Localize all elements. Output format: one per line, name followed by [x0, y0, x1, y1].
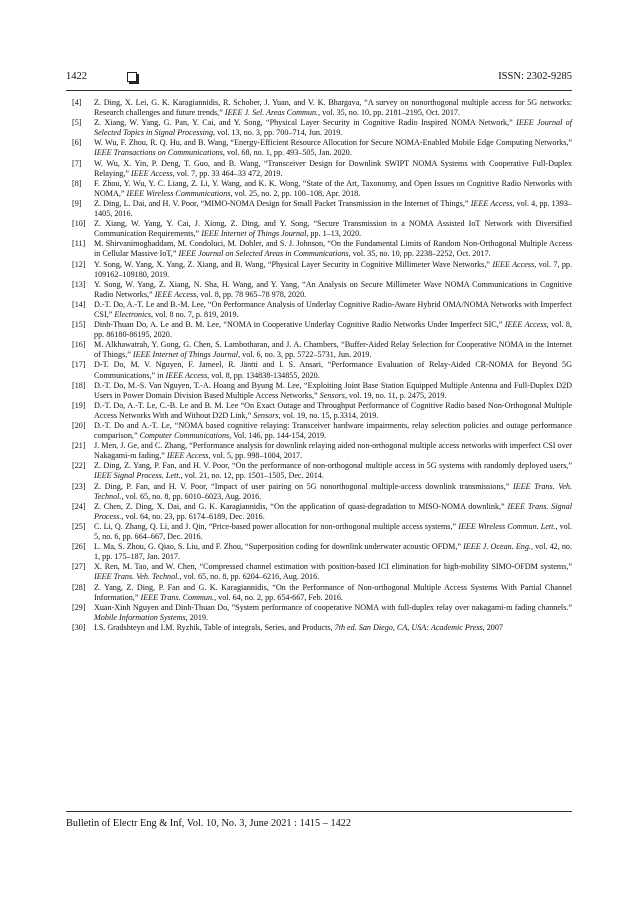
- reference-authors-title: L. Ma, S. Zhou, G. Qiao, S. Liu, and F. Zhou, “Superposition coding for downlink underwater acoustic OFDM,”: [94, 542, 464, 552]
- reference-number: [22]: [72, 461, 86, 471]
- reference-number: [7]: [72, 158, 82, 168]
- reference-item: [66, 461, 572, 481]
- reference-details: , vol. 21, no. 12, pp. 1501–1505, Dec. 2014.: [180, 471, 324, 481]
- reference-authors-title: Dinh-Thuan Do, A. Le and B. M. Lee, “NOMA in Cooperative Underlay Cognitive Radio Networks Under Imperfect SIC,”: [94, 320, 505, 330]
- reference-item: [66, 199, 572, 219]
- issn: ISSN: 2302-9285: [498, 71, 572, 82]
- reference-details: , vol. 35, no. 10, pp. 2238–2252, Oct. 2017.: [348, 249, 491, 259]
- reference-authors-title: Z. Xiang, W. Yang, G. Pan, Y. Cai, and Y. Song, “Physical Layer Security in Cognitive Radio Inspired NOMA Network,”: [94, 118, 517, 128]
- reference-details: , vol. 5, pp. 998–1004, 2017.: [208, 451, 303, 461]
- reference-number: [24]: [72, 501, 86, 511]
- reference-venue: IEEE Internet of Things Journal: [201, 229, 307, 239]
- reference-venue: IEEE Access: [154, 289, 197, 299]
- reference-venue: Mobile Information Systems: [94, 612, 186, 622]
- reference-venue: IEEE Journal of Selected Topics in Signal Processing: [94, 118, 572, 138]
- reference-details: , vol. 19, no. 11, p. 2475, 2019.: [344, 390, 447, 400]
- reference-details: , vol. 64, no. 2, pp. 654-667, Feb. 2016.: [214, 592, 343, 602]
- reference-authors-title: M. Shirvanimoghaddam, M. Condoluci, M. Dohler, and S. J. Johnson, “On the Fundamental Limits of Random Non-Orthogonal Multiple Access in Cellular Massive IoT,”: [94, 239, 572, 259]
- reference-item: [66, 542, 572, 562]
- reference-authors-title: F. Zhou, Y. Wu, Y. C. Liang, Z. Li, Y. Wang, and K. K. Wong, “State of the Art, Taxonomy, and Open Issues on Cognitive Radio Networks with NOMA,”: [94, 178, 572, 198]
- reference-number: [27]: [72, 562, 86, 572]
- reference-venue: IEEE Access: [166, 451, 209, 461]
- reference-item: [66, 522, 572, 542]
- reference-details: , vol. 8, pp. 86180-86195, 2020.: [94, 320, 572, 340]
- reference-authors-title: Z. Ding, Z. Yang, P. Fan, and H. V. Poor, “On the performance of non-orthogonal multiple access in 5G systems with randomly deployed users,”: [94, 461, 572, 471]
- reference-authors-title: Xuan-Xinh Nguyen and Dinh-Thuan Do, ”System performance of cooperative NOMA with full-duplex relay over nakagami-m fading channels.”: [94, 602, 572, 612]
- reference-details: , vol. 64, no. 23, pp. 6174–6189, Dec. 2016.: [121, 511, 265, 521]
- reference-item: [66, 623, 572, 633]
- page-number: 1422: [66, 71, 87, 82]
- reference-authors-title: Z. Ding, X. Lei, G. K. Karagiannidis, R. Schober, J. Yuan, and V. K. Bhargava, “A survey on nonorthogonal multiple access for 5G networks: Research challenges and future trends,”: [94, 98, 572, 118]
- page-header: [66, 71, 572, 85]
- reference-venue: IEEE Access: [165, 370, 208, 380]
- reference-venue: IEEE Trans. Commun.: [140, 592, 215, 602]
- reference-item: [66, 219, 572, 239]
- reference-venue: IEEE Wireless Communications: [126, 188, 231, 198]
- reference-number: [19]: [72, 400, 86, 410]
- reference-number: [30]: [72, 622, 86, 632]
- reference-number: [17]: [72, 360, 86, 370]
- reference-authors-title: X. Ren, M. Tao, and W. Chen, “Compressed channel estimation with position-based ICI elimination for high-mobility SIMO-OFDM systems,”: [94, 562, 572, 572]
- reference-details: , vol. 7, pp. 33 464–33 472, 2019.: [172, 168, 283, 178]
- reference-number: [10]: [72, 219, 86, 229]
- reference-details: , vol. 6, no. 3, pp. 5722–5731, Jun. 2019.: [238, 350, 372, 360]
- reference-authors-title: I.S. Gradshteyn and I.M. Ryzhik, Table of integrals, Series, and Products,: [94, 622, 335, 632]
- reference-item: [66, 562, 572, 582]
- reference-authors-title: D.-T. Do and A.-T. Le, “NOMA based cognitive relaying: Transceiver hardware impairments, relay selection policies and outage performance comparison,”: [94, 421, 572, 441]
- reference-number: [18]: [72, 380, 86, 390]
- reference-item: [66, 360, 572, 380]
- reference-venue: Computer Communications: [139, 431, 230, 441]
- reference-details: , vol. 25, no. 2, pp. 100–108, Apr. 2018.: [230, 188, 361, 198]
- reference-item: [66, 401, 572, 421]
- reference-venue: IEEE Journal on Selected Areas in Communications: [178, 249, 349, 259]
- reference-venue: IEEE Transactions on Communications: [94, 148, 223, 158]
- reference-authors-title: M. Alkhawatrah, Y. Gong, G. Chen, S. Lambotharan, and J. A. Chambers, “Buffer-Aided Relay Selection for Cooperative NOMA in the Internet of Things,”: [94, 340, 572, 360]
- reference-venue: IEEE Access: [492, 259, 535, 269]
- reference-venue: IEEE Signal Process. Lett.: [94, 471, 181, 481]
- reference-venue: IEEE Access: [131, 168, 173, 178]
- reference-authors-title: D.-T. Do, A.-T. Le, C.-B. Le and B. M. Lee “On Exact Outage and Throughput Performance of Cognitive Radio based Non-Orthogonal Multiple Access Networks With and Without D2D Link,”: [94, 400, 572, 420]
- reference-number: [26]: [72, 542, 86, 552]
- reference-venue: IEEE J. Sel. Areas Commun.: [224, 108, 319, 118]
- square-icon: [127, 72, 137, 82]
- reference-venue: Electronics: [114, 309, 152, 319]
- reference-item: [66, 179, 572, 199]
- reference-number: [12]: [72, 259, 86, 269]
- reference-details: , 2019.: [185, 612, 208, 622]
- reference-number: [16]: [72, 340, 86, 350]
- reference-item: [66, 381, 572, 401]
- reference-item: [66, 441, 572, 461]
- reference-venue: IEEE Trans. Signal Process.: [94, 501, 572, 521]
- reference-item: [66, 300, 572, 320]
- reference-details: , vol. 5, no. 6, pp. 664–667, Dec. 2016.: [94, 521, 573, 542]
- reference-item: [66, 421, 572, 441]
- reference-number: [29]: [72, 602, 86, 612]
- reference-number: [13]: [72, 279, 86, 289]
- footer-rule: [66, 811, 572, 812]
- reference-number: [5]: [72, 118, 82, 128]
- reference-number: [25]: [72, 521, 86, 531]
- reference-authors-title: W. Wu, X. Yin, P. Deng, T. Guo, and B. Wang, “Transceiver Design for Downlink SWIPT NOMA Systems with Cooperative Full-Duplex Relaying,”: [94, 158, 572, 178]
- reference-authors-title: Z. Ding, L. Dai, and H. V. Poor, “MIMO-NOMA Design for Small Packet Transmission in the Internet of Things,”: [94, 198, 471, 208]
- reference-details: , vol. 4, pp. 1393–1405, 2016.: [94, 198, 572, 219]
- reference-number: [6]: [72, 138, 82, 148]
- reference-details: 2007: [484, 622, 503, 632]
- reference-item: [66, 260, 572, 280]
- reference-venue: IEEE Access: [470, 198, 513, 208]
- reference-venue: IEEE Wireless Commun. Lett.: [458, 521, 556, 531]
- reference-number: [28]: [72, 582, 86, 592]
- reference-item: [66, 583, 572, 603]
- reference-details: , pp. 1–13, 2020.: [306, 229, 362, 239]
- reference-details: , vol. 8, pp. 134838-134855, 2020.: [207, 370, 320, 380]
- reference-authors-title: C. Li, Q. Zhang, Q. Li, and J. Qin, “Price-based power allocation for non-orthogonal multiple access systems,”: [94, 521, 459, 531]
- reference-authors-title: D-T. Do, M. V. Nguyen, F. Jameel, R. Jäntti and I. S. Ansari, “Performance Evaluation of Relay-Aided CR-NOMA for Beyond 5G Communications,” in: [94, 360, 572, 380]
- reference-item: [66, 340, 572, 360]
- reference-authors-title: Z. Xiang, W. Yang, Y. Cai, J. Xiong, Z. Ding, and Y. Song, “Secure Transmission in a NOMA Assisted IoT Network with Diversified Communication Requirements,”: [94, 219, 572, 239]
- reference-list: [66, 98, 572, 633]
- reference-details: , vol. 8 no. 7, p. 819, 2019.: [151, 309, 239, 319]
- reference-venue: IEEE Internet of Things Journal: [132, 350, 239, 360]
- reference-number: [21]: [72, 441, 86, 451]
- reference-number: [11]: [72, 239, 86, 249]
- reference-venue: Sensors: [319, 390, 345, 400]
- reference-venue: Sensors: [253, 410, 279, 420]
- reference-details: , vol. 35, no. 10, pp. 2181–2195, Oct. 2017.: [318, 108, 461, 118]
- reference-details: , vol. 42, no. 1, pp. 175–187, Jan. 2017.: [94, 542, 573, 562]
- reference-number: [9]: [72, 198, 82, 208]
- reference-authors-title: Z. Yang, Z. Ding, P. Fan and G. K. Karagiannidis, “On the Performance of Non-orthogonal Multiple Access Systems With Partial Channel Information,”: [94, 582, 572, 602]
- reference-details: , vol. 65, no. 8, pp. 6010–6023, Aug. 2016.: [121, 491, 262, 501]
- reference-details: , vol. 68, no. 1, pp. 493–505, Jan. 2020.: [222, 148, 352, 158]
- reference-item: [66, 482, 572, 502]
- reference-venue: IEEE Trans. Veh. Technol.: [94, 481, 572, 501]
- reference-item: [66, 138, 572, 158]
- reference-details: , vol. 65, no. 8, pp. 6204–6216, Aug. 2016.: [179, 572, 320, 582]
- reference-authors-title: D.-T. Do, A.-T. Le and B.-M. Lee, “On Performance Analysis of Underlay Cognitive Radio-Aware Hybrid OMA/NOMA Networks with Imperfect CSI,”: [94, 299, 572, 319]
- reference-details: , Vol. 146, pp. 144-154, 2019.: [229, 431, 327, 441]
- reference-details: , vol. 19, no. 15, p.3314, 2019.: [278, 410, 379, 420]
- reference-number: [23]: [72, 481, 86, 491]
- reference-details: , vol. 7, pp. 109162–109180, 2019.: [94, 259, 572, 279]
- reference-item: [66, 280, 572, 300]
- reference-authors-title: Z. Ding, P. Fan, and H. V. Poor, “Impact of user pairing on 5G nonorthogonal multiple-access downlink transmissions,”: [94, 481, 513, 491]
- reference-authors-title: D.-T. Do, M.-S. Van Nguyen, T.-A. Hoang and Byung M. Lee, “Exploiting Joint Base Station Equipped Multiple Antenna and Full-Duplex D2D Users in Power Domain Division Based Multiple Access Networks,”: [94, 380, 572, 400]
- reference-item: [66, 603, 572, 623]
- reference-number: [15]: [72, 320, 86, 330]
- reference-venue: IEEE Trans. Veh. Technol.: [94, 572, 180, 582]
- reference-details: , vol. 8, pp. 78 965–78 978, 2020.: [196, 289, 307, 299]
- reference-authors-title: Y. Song, W. Yang, X. Yang, Z. Xiang, and B. Wang, “Physical Layer Security in Cognitive Millimeter Wave Networks,”: [94, 259, 493, 269]
- header-rule: [66, 90, 572, 91]
- reference-authors-title: Y. Song, W. Yang, Z. Xiang, N. Sha, H. Wang, and Y. Yang, “An Analysis on Secure Millimeter Wave NOMA Communications in Cognitive Radio Networks,”: [94, 279, 572, 299]
- reference-item: [66, 502, 572, 522]
- reference-item: [66, 98, 572, 118]
- reference-number: [20]: [72, 421, 86, 430]
- reference-item: [66, 239, 572, 259]
- reference-item: [66, 320, 572, 340]
- reference-venue: IEEE J. Ocean. Eng.: [463, 542, 531, 552]
- reference-item: [66, 118, 572, 138]
- reference-venue: IEEE Access: [504, 320, 547, 330]
- reference-details: , vol. 13, no. 3, pp. 700–714, Jun. 2019.: [213, 128, 343, 138]
- reference-authors-title: Z. Chen, Z. Ding, X. Dai, and G. K. Karagiannidis, “On the application of quasi-degradation to MISO-NOMA downlink,”: [94, 501, 508, 511]
- reference-authors-title: J. Men, J. Ge, and C. Zhang, “Performance analysis for downlink relaying aided non-orthogonal multiple access networks with imperfect CSI over Nakagami-m fading,”: [94, 441, 572, 461]
- page-footer: Bulletin of Electr Eng & Inf, Vol. 10, No. 3, June 2021 : 1415 – 1422: [66, 818, 352, 829]
- reference-venue: 7th ed. San Diego, CA, USA: Academic Press,: [334, 622, 485, 632]
- reference-item: [66, 159, 572, 179]
- reference-number: [4]: [72, 98, 82, 107]
- reference-number: [14]: [72, 299, 86, 309]
- reference-number: [8]: [72, 178, 82, 188]
- reference-authors-title: W. Wu, F. Zhou, R. Q. Hu, and B. Wang, “Energy-Efficient Resource Allocation for Secure NOMA-Enabled Mobile Edge Computing Networks,”: [94, 138, 572, 148]
